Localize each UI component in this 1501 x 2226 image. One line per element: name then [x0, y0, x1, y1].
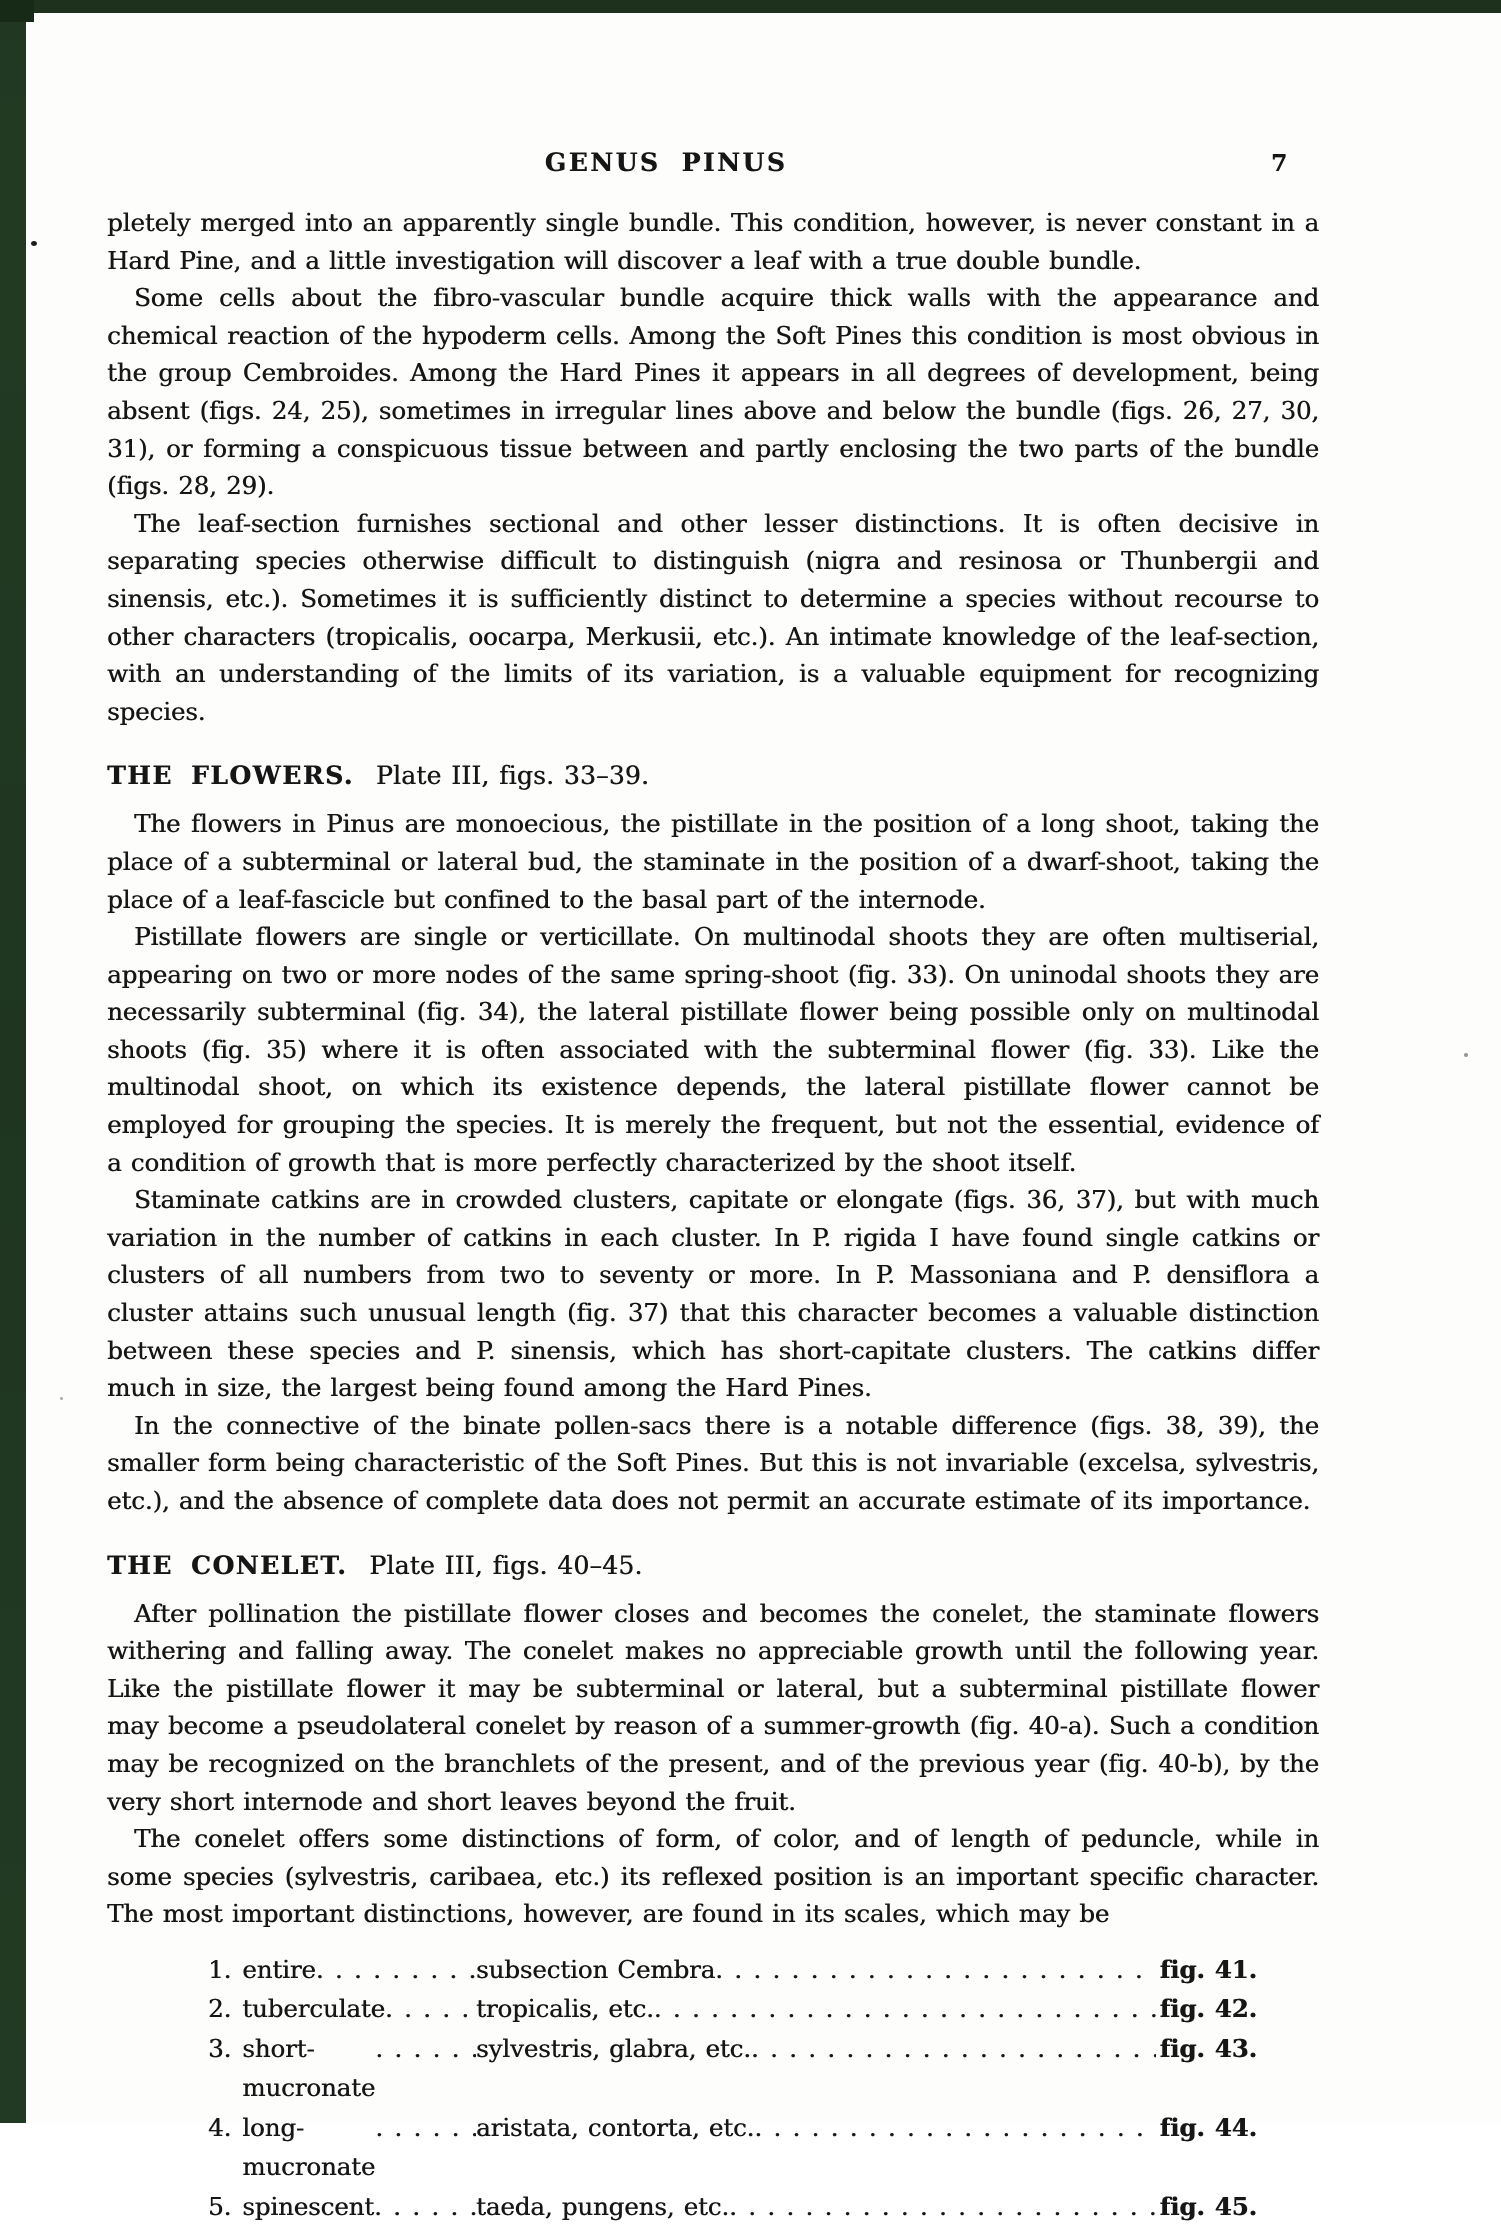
list-item	[208, 2108, 1257, 2187]
list-item-number: 3.	[208, 2033, 232, 2063]
section-heading-the-flowers	[107, 757, 1319, 794]
section-title: THE FLOWERS.	[107, 761, 354, 791]
dot-leader	[316, 1950, 476, 1990]
page-number: 7	[1271, 150, 1287, 177]
page-title: GENUS PINUS	[544, 148, 788, 177]
dot-leader	[715, 1950, 1156, 1990]
paragraph-staminate: Staminate catkins are in crowded clusters, capitate or elongate (figs. 36, 37), but with much variation in the number of catkins in each cluster. In P. rigida I have found single catkins or clusters of all numbers from two to seventy or more. In P. Massoniana and P. densiflora a cluster attains such unusual length (fig. 37) that this character becomes a valuable distinction between these species and P. sinensis, which has short-capitate clusters. The catkins differ much in size, the largest being found among the Hard Pines.	[107, 1185, 1319, 1403]
dot-leader	[729, 2187, 1156, 2226]
section-plate-ref: Plate III, figs. 33–39.	[375, 761, 650, 791]
paragraph-hypoderm: Some cells about the fibro-vascular bundle acquire thick walls with the appearance and chemical reaction of the hypoderm cells. Among the Soft Pines this condition is most obvious in the group Cembroides. Among the Hard Pines it appears in all degrees of development, being absent (figs. 24, 25), sometimes in irregular lines above and below the bundle (figs. 26, 27, 30, 31), or forming a conspicuous tissue between and partly enclosing the two parts of the bundle (figs. 28, 29).	[107, 283, 1319, 501]
list-item-figure-ref: fig. 45.	[1159, 2191, 1257, 2221]
section-title: THE CONELET.	[107, 1550, 348, 1580]
list-item-species: taeda, pungens, etc.	[476, 2191, 730, 2221]
running-head	[107, 142, 1319, 204]
scan-edge-corner	[0, 0, 34, 22]
list-item-species: sylvestris, glabra, etc.	[476, 2033, 751, 2063]
list-item-species: aristata, contorta, etc.	[476, 2112, 755, 2142]
dot-leader	[754, 2108, 1155, 2148]
list-item-species: tropicalis, etc.	[476, 1994, 654, 2024]
list-item	[208, 1950, 1257, 1990]
list-item-figure-ref: fig. 42.	[1159, 1994, 1257, 2024]
list-item-term: short-mucronate	[242, 2033, 376, 2103]
conelet-scale-list	[208, 1950, 1257, 2226]
list-item-number: 4.	[208, 2112, 232, 2142]
paragraph-flowers: The flowers in Pinus are monoecious, the pistillate in the position of a long shoot, taking the place of a subterminal or lateral bud, the staminate in the position of a dwarf-shoot, taking the place of a leaf-fascicle but confined to the basal part of the internode.	[107, 809, 1319, 914]
list-item	[208, 2187, 1257, 2226]
dot-leader	[375, 2108, 476, 2148]
paragraph-connective: In the connective of the binate pollen-sacs there is a notable difference (figs. 38, 39), the smaller form being characteristic of the Soft Pines. But this is not invariable (excelsa, sylvestris, etc.), and the absence of complete data does not permit an accurate estimate of its importance.	[107, 1410, 1319, 1515]
list-item-figure-ref: fig. 43.	[1159, 2033, 1257, 2063]
list-item-term: tuberculate	[242, 1994, 385, 2024]
list-item-figure-ref: fig. 44.	[1159, 2112, 1257, 2142]
list-item-number: 2.	[208, 1994, 232, 2024]
list-item-species: subsection Cembra	[476, 1954, 716, 1984]
list-item-number: 5.	[208, 2191, 232, 2221]
paragraph-pistillate: Pistillate flowers are single or verticillate. On multinodal shoots they are often multiserial, appearing on two or more nodes of the same spring-shoot (fig. 33). On uninodal shoots they are necessarily subterminal (fig. 34), the lateral pistillate flower being possible only on multinodal shoots (fig. 35) where it is often associated with the subterminal flower (fig. 33). Like the multinodal shoot, on which its existence depends, the lateral pistillate flower cannot be employed for grouping the species. It is merely the frequent, but not the essential, evidence of a condition of growth that is more perfectly characterized by the shoot itself.	[107, 922, 1319, 1177]
dot-leader	[654, 1989, 1156, 2029]
dot-leader	[385, 1989, 476, 2029]
ink-speck	[1464, 1053, 1468, 1057]
dot-leader	[375, 2029, 476, 2069]
paragraph-conelet-scales: The conelet offers some distinctions of form, of color, and of length of peduncle, while in some species (sylvestris, caribaea, etc.) its reflexed position is an important specific character. The most important distinctions, however, are found in its scales, which may be	[107, 1824, 1319, 1929]
ink-speck	[31, 241, 37, 246]
section-heading-the-conelet	[107, 1547, 1319, 1584]
paragraph-bundle-continuation: pletely merged into an apparently single bundle. This condition, however, is never constant in a Hard Pine, and a little investigation will discover a leaf with a true double bundle.	[107, 208, 1319, 275]
section-plate-ref: Plate III, figs. 40–45.	[369, 1550, 643, 1580]
list-item-term: spinescent	[242, 2191, 374, 2221]
scan-edge-top	[0, 0, 1501, 13]
text-column	[107, 142, 1319, 2226]
ink-speck	[60, 1397, 63, 1400]
scan-edge-left	[0, 0, 26, 2123]
paragraph-leaf-section: The leaf-section furnishes sectional and other lesser distinctions. It is often decisive in separating species otherwise difficult to distinguish (nigra and resinosa or Thunbergii and sinensis, etc.). Sometimes it is sufficiently distinct to determine a species without recourse to other characters (tropicalis, oocarpa, Merkusii, etc.). An intimate knowledge of the leaf-section, with an understanding of the limits of its variation, is a valuable equipment for recognizing species.	[107, 508, 1319, 726]
list-item	[208, 1989, 1257, 2029]
paragraph-conelet-growth: After pollination the pistillate flower closes and becomes the conelet, the staminate flowers withering and falling away. The conelet makes no appreciable growth until the following year. Like the pistillate flower it may be subterminal or lateral, but a subterminal pistillate flower may become a pseudolateral conelet by reason of a summer-growth (fig. 40-a). Such a condition may be recognized on the branchlets of the present, and of the previous year (fig. 40-b), by the very short internode and short leaves beyond the fruit.	[107, 1598, 1319, 1816]
dot-leader	[374, 2187, 476, 2226]
dot-leader	[751, 2029, 1156, 2069]
list-item	[208, 2029, 1257, 2108]
list-item-number: 1.	[208, 1954, 232, 1984]
list-item-term: long-mucronate	[242, 2112, 376, 2182]
list-item-term: entire	[242, 1954, 316, 1984]
list-item-figure-ref: fig. 41.	[1159, 1954, 1257, 1984]
